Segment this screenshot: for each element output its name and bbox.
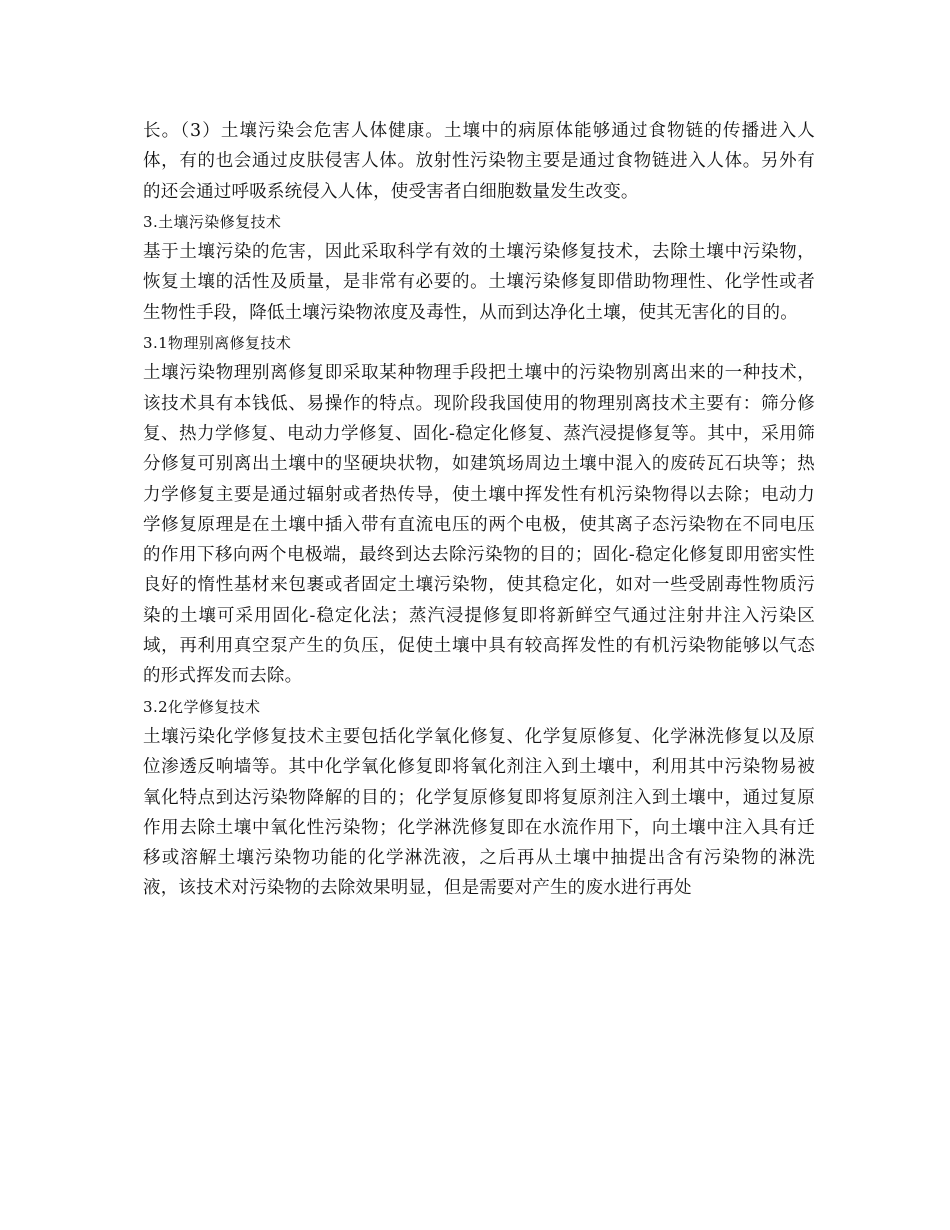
section-heading-remediation: 3.土壤污染修复技术 xyxy=(143,212,282,231)
paragraph-chemical-remediation: 土壤污染化学修复技术主要包括化学氧化修复、化学复原修复、化学淋洗修复以及原位渗透反响墙等。其中化学氧化修复即将氧化剂注入到土壤中，利用其中污染物易被氧化特点到达污染物降解的目的；化学复原修复即将复原剂注入到土壤中，通过复原作用去除土壤中氧化性污染物；化学淋洗修复即在水流作用下，向土壤中注入具有迁移或溶解土壤污染物功能的化学淋洗液，之后再从土壤中抽提出含有污染物的淋洗液，该技术对污染物的去除效果明显，但是需要对产生的废水进行再处 xyxy=(143,726,815,899)
document-body xyxy=(143,116,815,904)
section-heading-physical: 3.1物理别离修复技术 xyxy=(143,334,292,353)
paragraph-health-hazard: 长。（3）土壤污染会危害人体健康。土壤中的病原体能够通过食物链的传播进入人体，有的也会通过皮肤侵害人体。放射性污染物主要是通过食物链进入人体。另外有的还会通过呼吸系统侵入人体，使受害者白细胞数量发生改变。 xyxy=(143,121,815,202)
section-heading-chemical: 3.2化学修复技术 xyxy=(143,697,261,716)
paragraph-remediation-intro: 基于土壤污染的危害，因此采取科学有效的土壤污染修复技术，去除土壤中污染物，恢复土壤的活性及质量，是非常有必要的。土壤污染修复即借助物理性、化学性或者生物性手段，降低土壤污染物浓度及毒性，从而到达净化土壤，使其无害化的目的。 xyxy=(143,242,815,323)
paragraph-physical-separation: 土壤污染物理别离修复即采取某种物理手段把土壤中的污染物别离出来的一种技术，该技术具有本钱低、易操作的特点。现阶段我国使用的物理别离技术主要有：筛分修复、热力学修复、电动力学修复、固化-稳定化修复、蒸汽浸提修复等。其中，采用筛分修复可别离出土壤中的坚硬块状物，如建筑场周边土壤中混入的废砖瓦石块等；热力学修复主要是通过辐射或者热传导，使土壤中挥发性有机污染物得以去除；电动力学修复原理是在土壤中插入带有直流电压的两个电极，使其离子态污染物在不同电压的作用下移向两个电极端，最终到达去除污染物的目的；固化-稳定化修复即用密实性良好的惰性基材来包裹或者固定土壤污染物，使其稳定化，如对一些受剧毒性物质污染的土壤可采用固化-稳定化法；蒸汽浸提修复即将新鲜空气通过注射井注入污染区域，再利用真空泵产生的负压，促使土壤中具有较高挥发性的有机污染物能够以气态的形式挥发而去除。 xyxy=(143,363,815,687)
